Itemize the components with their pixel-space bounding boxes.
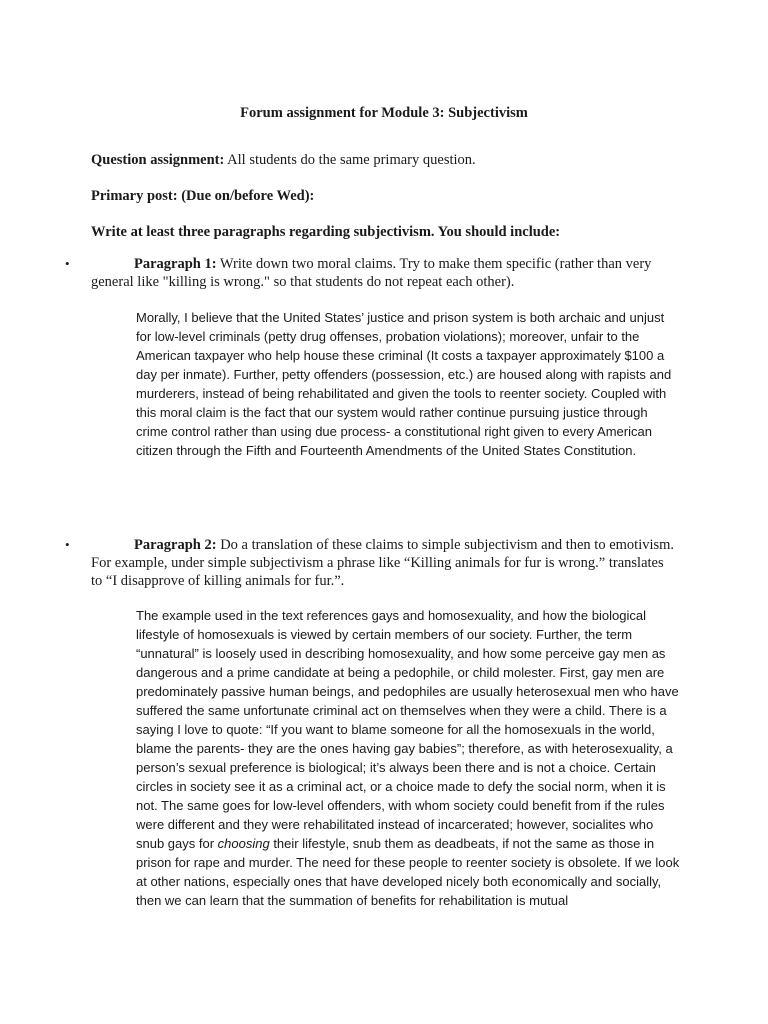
paragraph-2-answer bbox=[136, 606, 681, 910]
paragraph-2-label: Paragraph 2: bbox=[134, 537, 217, 553]
primary-post-line bbox=[91, 188, 314, 205]
paragraph-1-answer-text: Morally, I believe that the United States’ justice and prison system is both archaic and unjust for low-level criminals (petty drug offenses, probation violations); moreover, unfair to the American taxpayer who help house these criminal (It costs a taxpayer approximately $100 a day per inmate). Further, petty offenders (possession, etc.) are housed along with rapists and murderers, instead of being rehabilitated and given the tools to reenter society. Coupled with this moral claim is the fact that our system would rather continue pursuing justice through crime control rather than using due process- a constitutional right given to every American citizen through the Fifth and Fourteenth Amendments of the United States Constitution. bbox=[136, 310, 672, 458]
paragraph-2-answer-text bbox=[136, 606, 681, 910]
question-assignment-line bbox=[91, 152, 476, 169]
paragraph-2-answer-italic: choosing bbox=[217, 836, 270, 851]
paragraph-1-answer bbox=[136, 308, 681, 460]
paragraph-2-prompt bbox=[91, 536, 676, 590]
question-assignment-text: All students do the same primary question. bbox=[224, 152, 476, 168]
instructions-text: Write at least three paragraphs regarding subjectivism. You should include: bbox=[91, 224, 561, 240]
paragraph-1-prompt bbox=[91, 255, 676, 291]
primary-post-label: Primary post: (Due on/before Wed): bbox=[91, 188, 315, 204]
bullet-2: • bbox=[65, 537, 70, 552]
paragraph-2-text: Do a translation of these claims to simple subjectivism and then to emotivism. For example, under simple subjectivism a phrase like “Killing animals for fur is wrong.” translates to “I disapprove of killing animals for fur.”. bbox=[91, 537, 675, 589]
bullet-1: • bbox=[65, 256, 70, 271]
paragraph-1-label: Paragraph 1: bbox=[134, 256, 217, 272]
question-assignment-label: Question assignment: bbox=[91, 152, 225, 168]
paragraph-2-answer-part2: their lifestyle, snub them as deadbeats, if not the same as those in prison for rape and murder. The need for these people to reenter society is obsolete. If we look at other nations, especially ones that have developed nicely both economically and socially, then we can learn that the summation of benefits for rehabilitation is mutual bbox=[136, 836, 680, 908]
paragraph-2-answer-part1: The example used in the text references gays and homosexuality, and how the biological lifestyle of homosexuals is viewed by certain members of our society. Further, the term “unnatural” is loosely used in describing homosexuality, and how some perceive gay men as dangerous and a prime candidate at being a pedophile, or child molester. First, gay men are predominately passive human beings, and pedophiles are usually heterosexual men who have suffered the same unfortunate criminal act on themselves when they were a child. There is a saying I love to quote: “If you want to blame someone for all the homosexuals in the world, blame the parents- they are the ones having gay babies”; therefore, as with heterosexuality, a person’s sexual preference is biological; it’s always been there and is not a choice. Certain circles in society see it as a criminal act, or a choice made to defy the social norm, when it is not. The same goes for low-level offenders, with whom society could benefit from if the rules were different and they were rehabilitated instead of incarcerated; however, socialites who snub gays for bbox=[136, 608, 679, 851]
instructions-line bbox=[91, 224, 560, 241]
paragraph-1-text: Write down two moral claims. Try to make them specific (rather than very general like "killing is wrong." so that students do not repeat each other). bbox=[91, 256, 652, 290]
page-title: Forum assignment for Module 3: Subjectivism bbox=[240, 105, 528, 121]
